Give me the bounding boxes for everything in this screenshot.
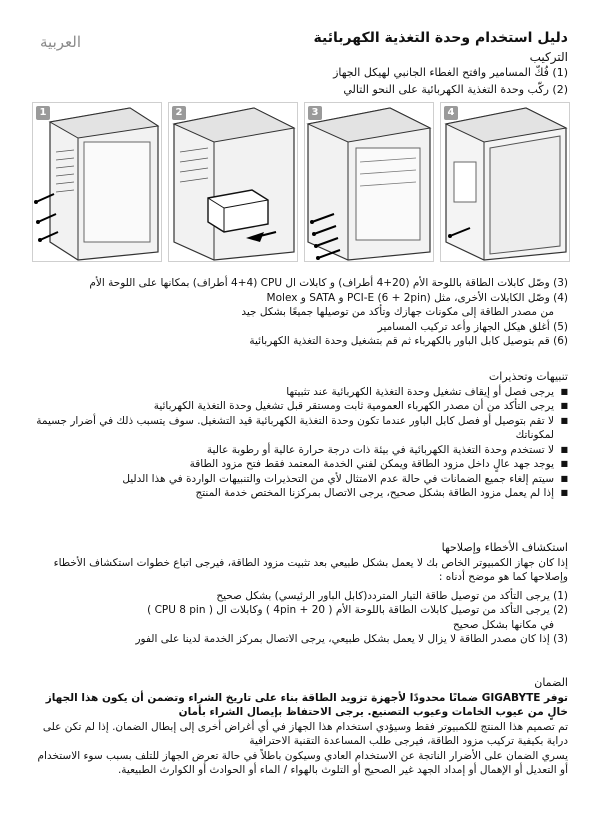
warranty-paragraph: تم تصميم هذا المنتج للكمبيوتر فقط وسيؤدي استخدام هذا الجهاز في أي أغراض أخرى إلى إبطال الضمان. إذا لم تكن على دراية بكيفية تركيب مزود الطاقة، فيرجى طلب المساعدة التقنية الاحترافية [42,720,568,747]
warning-item: ■ لا تستخدم وحدة التغذية الكهربائية في بيئة ذات درجة حرارة عالية أو رطوبة عالية [32,443,568,458]
figure-number-badge: 2 [172,106,186,120]
warning-item: ■ يرجى فصل أو إيقاف تشغيل وحدة التغذية الكهربائية عند تثبيتها [32,385,568,400]
figure-panel-3 [304,102,434,262]
install-step: (3) وصّل كابلات الطاقة باللوحة الأم (20+4 أطراف) و كابلات ال CPU (4+4 أطراف) بمكانها على اللوحة الأم [89,277,568,289]
page-title: دليل استخدام وحدة التغذية الكهربائية [313,30,568,46]
pc-case-psu-illustration-icon [168,102,298,262]
install-step: (2) ركّب وحدة التغذية الكهربائية على النحو التالي [343,83,568,96]
warning-item: ■ سيتم إلغاء جميع الضمانات في حالة عدم الامتثال لأي من التحذيرات والتنبيهات الواردة في هذا الدليل [32,472,568,487]
install-heading: التركيب [529,50,568,64]
warning-item: ■ لا تقم بتوصيل أو فصل كابل الباور عندما تكون وحدة التغذية الكهربائية قيد التشغيل. سوف يتسبب ذلك في أضرار جسيمة لمكوناتك [32,414,568,443]
install-step: (4) وصّل الكابلات الأخرى، مثل PCI-E (6 + 2pin) و SATA و Molex [266,291,568,304]
installation-figures [32,102,572,262]
install-steps-bottom [32,276,568,349]
install-step-continuation: من مصدر الطاقة إلى مكونات جهازك وتأكد من توصيلها جميعًا بشكل جيد [241,306,554,318]
install-step: (5) أغلق هيكل الجهاز وأعد تركيب المسامير [377,320,568,333]
figure-panel-4 [440,102,570,262]
figure-number-badge: 3 [308,106,322,120]
figure-number-badge: 4 [444,106,458,120]
warning-item: ■ يوجد جهد عالٍ داخل مزود الطاقة ويمكن لفني الخدمة المعتمد فقط فتح مزود الطاقة [32,457,568,472]
warning-item: ■ إذا لم يعمل مزود الطاقة بشكل صحيح، يرجى الاتصال بمركزنا المختص خدمة المنتج [32,486,568,501]
pc-case-screws-illustration-icon [304,102,434,262]
troubleshooting-section [32,541,568,647]
warnings-section [32,370,568,501]
troubleshooting-step: (2) يرجى التأكد من توصيل كابلات الطاقة باللوحة الأم ( 20 + 4pin ) وكابلات ال ( CPU 8 pin ) [147,604,568,616]
language-label: العربية [40,33,81,51]
figure-panel-1 [32,102,162,262]
troubleshooting-step-continuation: في مكانها بشكل صحيح [452,618,554,631]
troubleshooting-step: (3) إذا كان مصدر الطاقة لا يزال لا يعمل بشكل طبيعي، يرجى الاتصال بمركز الخدمة لدينا على الفور [135,633,568,645]
warnings-heading: تنبيهات وتحذيرات [488,370,568,383]
figure-number-badge: 1 [36,106,50,120]
warranty-paragraph: يسري الضمان على الأضرار الناتجة عن الاستخدام العادي وسيكون باطلاً في حالة تعرض الجهاز للتلف بسبب سوء الاستخدام أو التعديل أو الإهمال أو إمداد الجهد غير الصحيح أو التلوث بالهواء / الماء أو الحوادث أو الكوارث الطبيعية. [37,749,568,776]
install-steps-top [48,64,568,98]
pc-case-closed-illustration-icon [440,102,570,262]
install-step: (1) فُكّ المسامير وافتح الغطاء الجانبي لهيكل الجهاز [333,66,568,79]
install-step: (6) قم بتوصيل كابل الباور بالكهرباء ثم قم بتشغيل وحدة التغذية الكهربائية [249,335,568,347]
troubleshooting-heading: استكشاف الأخطاء وإصلاحها [441,541,568,554]
warning-item: ■ يرجى التأكد من أن مصدر الكهرباء العمومية ثابت ومستقر قبل تشغيل وحدة التغذية الكهربائية [32,399,568,414]
pc-case-illustration-icon [32,102,162,262]
warranty-section [32,676,568,778]
warranty-heading: الضمان [534,676,568,689]
troubleshooting-intro: إذا كان جهاز الكمبيوتر الخاص بك لا يعمل بشكل طبيعي بعد تثبيت مزود الطاقة، فيرجى اتباع خطوات استكشاف الأخطاء وإصلاحها كما هو موضح أدناه : [53,556,568,583]
warranty-paragraph: توفر GIGABYTE ضمانًا محدودًا لأجهزة تزويد الطاقة بناء على تاريخ الشراء وتضمن أن يكون هذا الجهاز خالٍ من عيوب الخامات وعيوب التصنيع. يرجى الاحتفاظ بإيصال الشراء بأمان [45,691,568,718]
warnings-list [32,385,568,501]
troubleshooting-step: (1) يرجى التأكد من توصيل طاقة التيار المتردد(كابل الباور الرئيسي) بشكل صحيح [216,589,568,602]
figure-panel-2 [168,102,298,262]
